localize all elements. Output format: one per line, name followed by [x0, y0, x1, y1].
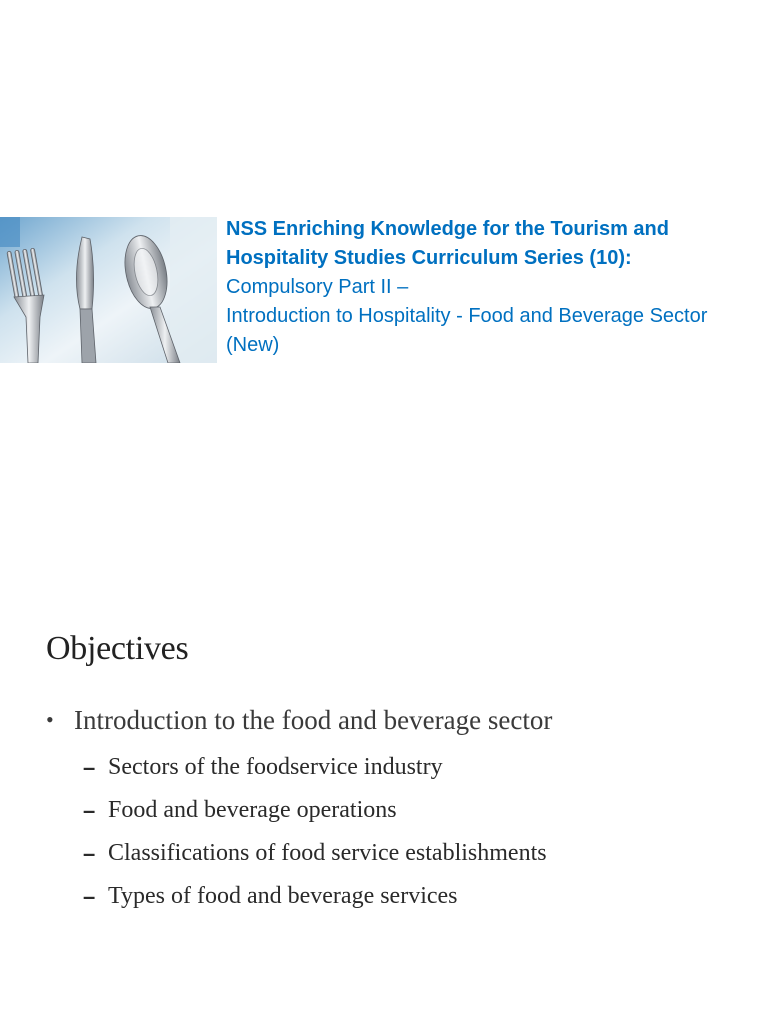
objectives-section — [46, 622, 746, 918]
objectives-bullet — [46, 700, 746, 740]
dash-icon: – — [83, 884, 96, 909]
list-item-text: Classifications of food service establishments — [108, 840, 547, 866]
dash-icon: – — [83, 755, 96, 780]
objectives-heading: Objectives — [46, 630, 189, 667]
list-item — [83, 746, 746, 789]
list-item-text: Sectors of the foodservice industry — [108, 754, 443, 780]
list-item-text: Food and beverage operations — [108, 797, 397, 823]
list-item-text: Types of food and beverage services — [108, 883, 458, 909]
dash-icon: – — [83, 798, 96, 823]
bullet-icon: • — [46, 707, 54, 732]
title-subtitle-line1: Compulsory Part II – — [226, 276, 409, 298]
dash-icon: – — [83, 841, 96, 866]
objectives-sub-list — [46, 746, 746, 918]
document-title — [226, 215, 756, 360]
bullet-text: Introduction to the food and beverage sector — [74, 705, 553, 735]
list-item — [83, 789, 746, 832]
cutlery-photo — [0, 217, 217, 363]
list-item — [83, 875, 746, 918]
list-item — [83, 832, 746, 875]
title-subtitle-line2: Introduction to Hospitality - Food and Beverage Sector (New) — [226, 305, 708, 356]
title-main: NSS Enriching Knowledge for the Tourism and Hospitality Studies Curriculum Series (10): — [226, 218, 669, 269]
